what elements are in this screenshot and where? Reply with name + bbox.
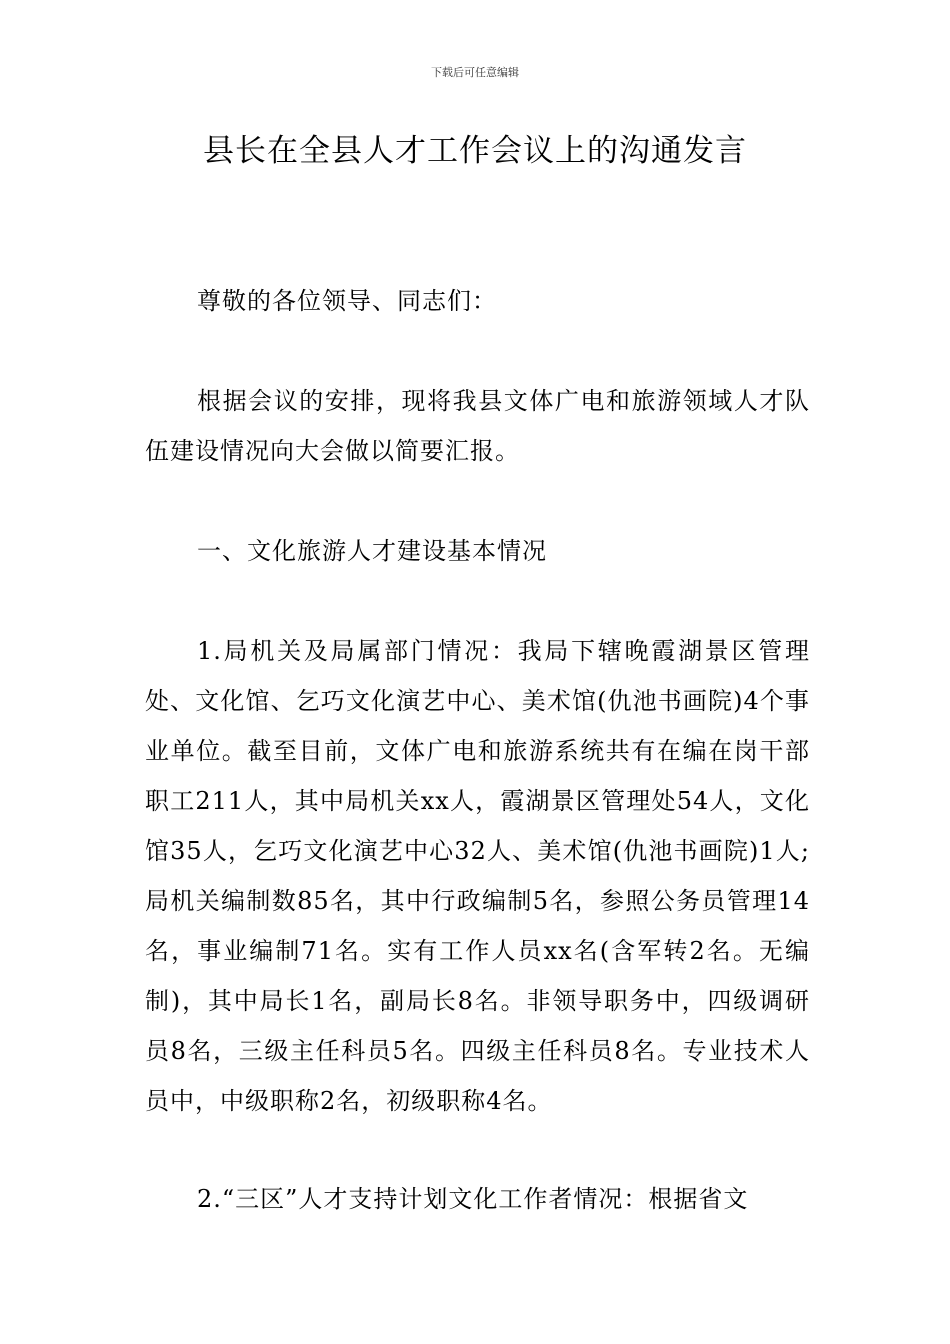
greeting-paragraph: 尊敬的各位领导、同志们： xyxy=(197,287,497,315)
header-note: 下载后可任意编辑 xyxy=(431,66,519,79)
document-title: 县长在全县人才工作会议上的沟通发言 xyxy=(203,133,747,169)
section-heading: 一、文化旅游人才建设基本情况 xyxy=(197,537,547,565)
item-2-paragraph: 2.“三区”人才支持计划文化工作者情况：根据省文 xyxy=(197,1185,749,1213)
intro-paragraph: 根据会议的安排，现将我县文体广电和旅游领域人才队伍建设情况向大会做以简要汇报。 xyxy=(145,387,810,465)
item-1-paragraph: 1.局机关及局属部门情况：我局下辖晚霞湖景区管理处、文化馆、乞巧文化演艺中心、美术馆(仇池书画院)4个事业单位。截至目前，文体广电和旅游系统共有在编在岗干部职工211人，其中局机关xx人，霞湖景区管理处54人，文化馆35人，乞巧文化演艺中心32人、美术馆(仇池书画院)1人;局机关编制数85名，其中行政编制5名，参照公务员管理14名，事业编制71名。实有工作人员xx名(含军转2名。无编制)，其中局长1名，副局长8名。非领导职务中，四级调研员8名，三级主任科员5名。四级主任科员8名。专业技术人员中，中级职称2名，初级职称4名。 xyxy=(145,637,810,1115)
